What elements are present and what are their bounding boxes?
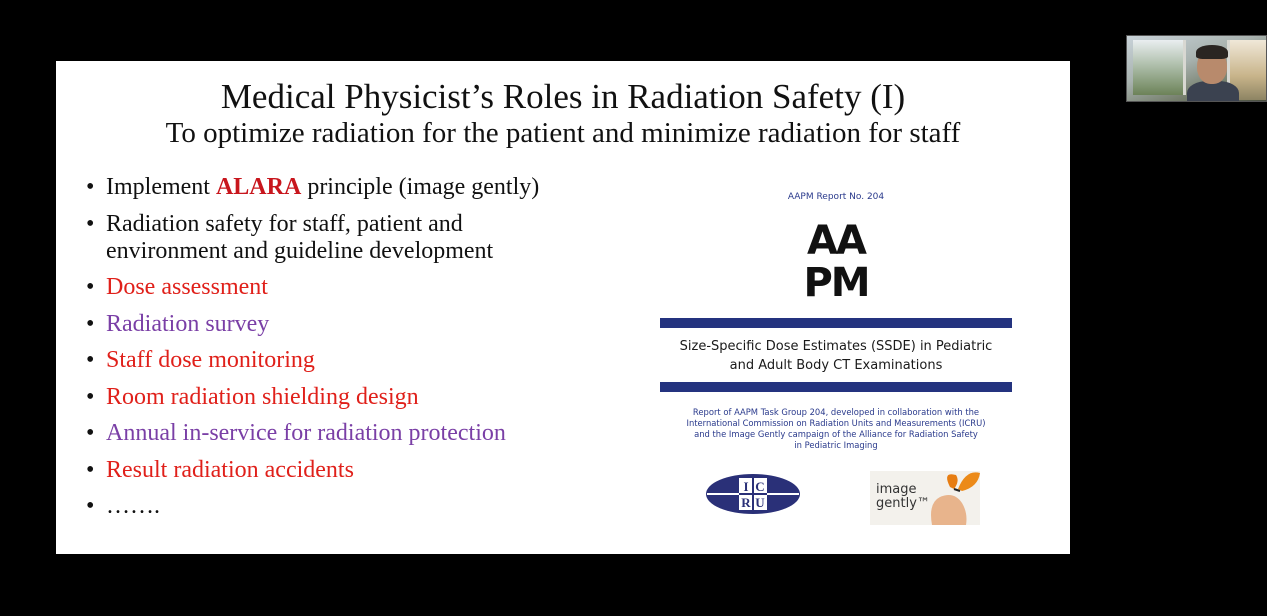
report-desc-line: and the Image Gently campaign of the Alliance for Radiation Safety — [694, 429, 978, 439]
report-title-line2: and Adult Body CT Examinations — [729, 358, 943, 373]
report-cover — [660, 189, 1012, 529]
presentation-slide — [56, 61, 1070, 554]
icru-letter-u: U — [755, 495, 765, 510]
bullet-item-accidents: • Result radiation accidents — [84, 457, 664, 484]
report-title — [660, 337, 1012, 375]
webcam-window-left — [1133, 40, 1186, 95]
icru-letter-c: C — [755, 479, 765, 494]
report-desc-line: International Commission on Radiation Units and Measurements (ICRU) — [686, 418, 986, 428]
report-desc-line: in Pediatric Imaging — [794, 440, 878, 450]
slide-subtitle: To optimize radiation for the patient and minimize radiation for staff — [165, 117, 961, 149]
report-band-top — [660, 318, 1012, 328]
report-description — [666, 407, 1006, 451]
bullet-item-radiation-safety — [84, 211, 664, 265]
bullet-text: principle (image gently) — [301, 174, 540, 200]
webcam-person-hair — [1196, 45, 1228, 59]
aapm-logo-top: AA — [807, 218, 865, 264]
image-gently-text — [870, 483, 940, 511]
bullet-item-alara — [84, 174, 664, 201]
bullet-item-ellipsis: • ……. — [84, 493, 664, 520]
bullet-text: Implement — [106, 174, 216, 200]
image-gently-logo — [870, 467, 988, 525]
slide-title: Medical Physicist’s Roles in Radiation Safety (I) — [220, 77, 906, 116]
aapm-logo-bottom: PM — [803, 260, 869, 304]
image-gently-line2: gently™ — [876, 496, 930, 511]
report-band-bottom — [660, 382, 1012, 392]
icru-letter-r: R — [741, 495, 751, 510]
bullet-item-dose-assessment: • Dose assessment — [84, 274, 664, 301]
report-desc-line: Report of AAPM Task Group 204, developed in collaboration with the — [692, 407, 980, 417]
icru-letter-i: I — [743, 479, 749, 494]
bullet-item-shielding: • Room radiation shielding design — [84, 384, 664, 411]
alara-highlight: ALARA — [215, 174, 302, 200]
aapm-logo — [796, 216, 876, 304]
webcam-person-body — [1187, 81, 1239, 102]
report-title-line1: Size-Specific Dose Estimates (SSDE) in Pediatric — [679, 339, 993, 354]
bullet-item-staff-dose: • Staff dose monitoring — [84, 347, 664, 374]
bullet-item-radiation-survey: • Radiation survey — [84, 311, 664, 338]
bullet-text-line1: Radiation safety for staff, patient and — [106, 210, 463, 237]
report-number: AAPM Report No. 204 — [787, 192, 885, 202]
icru-logo — [705, 473, 801, 515]
bullet-list — [84, 174, 664, 530]
webcam-thumbnail[interactable] — [1126, 35, 1267, 102]
bullet-text-line2: environment and guideline development — [106, 237, 494, 264]
image-gently-line1: image — [876, 482, 917, 497]
bullet-item-inservice: • Annual in-service for radiation protection — [84, 420, 664, 447]
